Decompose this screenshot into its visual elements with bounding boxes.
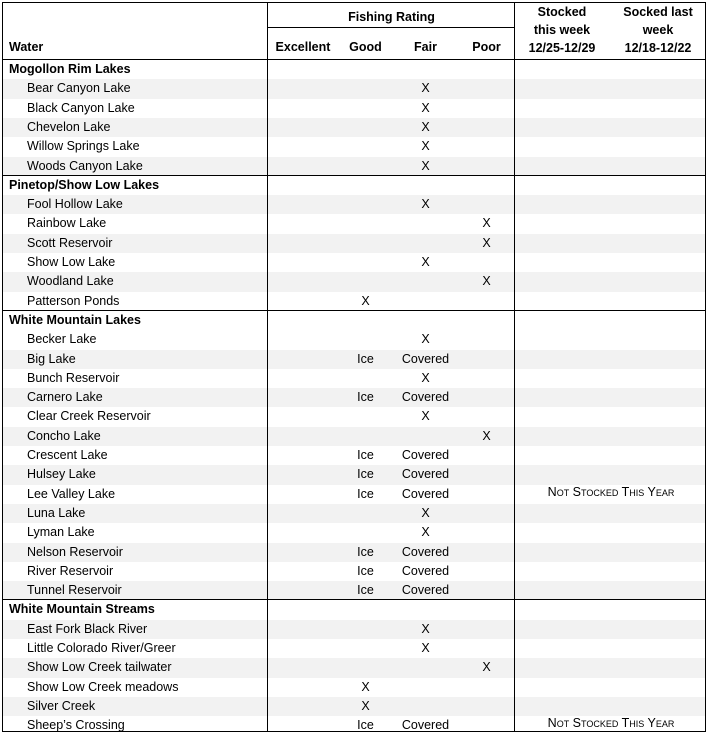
rating-poor (458, 195, 515, 214)
rating-good (338, 157, 393, 176)
header-socked-last-week-label: Socked last week (623, 5, 693, 37)
rating-poor (458, 369, 515, 388)
header-stocked-this-week-label: Stocked this week (533, 5, 591, 37)
rating-poor (458, 562, 515, 581)
rating-good: Ice (357, 563, 374, 578)
rating-poor (458, 292, 515, 311)
water-name: Show Low Creek meadows (27, 679, 179, 694)
header-poor: Poor (472, 40, 501, 54)
rating-good (338, 99, 393, 118)
rating-fair: Covered (401, 583, 450, 598)
rating-fair: X (421, 255, 430, 269)
header-socked-last-week (609, 3, 707, 57)
water-name: East Fork Black River (27, 621, 148, 636)
rating-poor: X (482, 235, 491, 250)
header-excellent: Excellent (275, 40, 331, 54)
rating-good: Ice (357, 544, 374, 559)
rating-fair: X (421, 158, 430, 173)
water-name: Show Low Lake (27, 255, 116, 269)
rating-good (338, 427, 393, 446)
rating-poor: X (482, 216, 491, 231)
rating-good: Ice (357, 718, 374, 733)
rating-good (338, 118, 393, 137)
rating-poor (458, 407, 515, 426)
stocked-note: Not Stocked This Year (547, 716, 675, 731)
rating-fair (393, 678, 458, 697)
water-name: Black Canyon Lake (27, 100, 135, 115)
rating-poor (458, 639, 515, 658)
rating-fair: Covered (401, 448, 450, 462)
water-name: Rainbow Lake (27, 216, 107, 231)
col-divider-water (267, 3, 268, 731)
water-name: Concho Lake (27, 428, 101, 443)
water-name: Crescent Lake (27, 448, 108, 462)
rating-fair: Covered (401, 390, 450, 405)
rating-fair (393, 658, 458, 677)
water-name: Bunch Reservoir (27, 370, 120, 385)
rating-poor (458, 581, 515, 600)
section-title: Mogollon Rim Lakes (9, 62, 131, 76)
water-name: Lee Valley Lake (27, 486, 116, 501)
rating-poor (458, 253, 515, 272)
rating-fair: X (421, 641, 430, 655)
rating-poor (458, 543, 515, 562)
water-name: Willow Springs Lake (27, 139, 140, 154)
rating-poor (458, 157, 515, 176)
rating-good: X (361, 293, 370, 308)
water-name: Big Lake (27, 351, 76, 366)
rating-poor (458, 118, 515, 137)
water-name: Fool Hollow Lake (27, 197, 123, 212)
header-stocked-this-week-dates: 12/25-12/29 (528, 41, 596, 55)
rating-fair: Covered (401, 467, 450, 482)
rating-fair: Covered (401, 718, 450, 733)
rating-fair: X (421, 119, 430, 134)
rating-fair: X (421, 525, 430, 540)
rating-good (338, 407, 393, 426)
rating-poor: X (482, 660, 491, 675)
rating-good: Ice (357, 583, 374, 598)
rating-fair (393, 214, 458, 233)
rating-fair (393, 697, 458, 716)
water-name: Woodland Lake (27, 274, 114, 289)
rating-good (338, 369, 393, 388)
water-name: River Reservoir (27, 563, 114, 578)
rating-good: Ice (357, 390, 374, 405)
rating-good (338, 79, 393, 98)
rating-fair (393, 292, 458, 311)
rating-good (338, 272, 393, 291)
water-name: Hulsey Lake (27, 467, 96, 482)
rating-good: Ice (357, 467, 374, 482)
rating-poor (458, 465, 515, 484)
rating-fair: Covered (401, 486, 450, 501)
rating-fair (393, 234, 458, 253)
water-name: Patterson Ponds (27, 293, 120, 308)
col-divider-rating (514, 3, 515, 731)
rating-good (338, 658, 393, 677)
rating-poor (458, 79, 515, 98)
rating-fair: Covered (401, 351, 450, 366)
header-fair: Fair (414, 40, 437, 54)
rating-poor: X (482, 428, 491, 443)
fishing-report-table (2, 2, 706, 732)
water-name: Lyman Lake (27, 525, 95, 540)
water-name: Carnero Lake (27, 390, 103, 405)
water-name: Little Colorado River/Greer (27, 641, 176, 655)
rating-good (338, 253, 393, 272)
rating-poor (458, 485, 515, 504)
rating-good (338, 214, 393, 233)
water-name: Chevelon Lake (27, 119, 111, 134)
header-good: Good (349, 40, 382, 54)
header-water: Water (9, 40, 44, 54)
rating-good (338, 620, 393, 639)
section-title: Pinetop/Show Low Lakes (9, 177, 160, 192)
rating-fair: Covered (401, 544, 450, 559)
rating-good (338, 639, 393, 658)
rating-fair: X (421, 332, 430, 347)
rating-poor (458, 350, 515, 369)
rating-poor (458, 99, 515, 118)
rating-poor: X (482, 274, 491, 289)
rating-poor (458, 620, 515, 639)
water-name: Bear Canyon Lake (27, 81, 131, 96)
stocked-note: Not Stocked This Year (547, 484, 675, 499)
header-divider (268, 27, 515, 28)
rating-poor (458, 523, 515, 542)
water-name: Woods Canyon Lake (27, 158, 143, 173)
water-name: Clear Creek Reservoir (27, 409, 151, 424)
water-name: Luna Lake (27, 505, 86, 520)
rating-fair: X (421, 81, 430, 96)
rating-good: Ice (357, 448, 374, 462)
header-fishing-rating: Fishing Rating (348, 10, 435, 24)
water-name: Sheep’s Crossing (27, 718, 125, 733)
rating-fair: X (421, 505, 430, 520)
rating-good (338, 523, 393, 542)
rating-fair: X (421, 100, 430, 115)
water-name: Nelson Reservoir (27, 544, 123, 559)
water-name: Show Low Creek tailwater (27, 660, 172, 675)
rating-poor (458, 388, 515, 407)
rating-fair: X (421, 370, 430, 385)
rating-good (338, 195, 393, 214)
rating-good: Ice (357, 486, 374, 501)
rating-good: X (361, 679, 370, 694)
rating-poor (458, 678, 515, 697)
rating-good (338, 234, 393, 253)
rating-poor (458, 697, 515, 716)
water-name: Silver Creek (27, 698, 96, 713)
rating-fair: Covered (401, 563, 450, 578)
rating-good: Ice (357, 351, 374, 366)
rating-poor (458, 137, 515, 156)
rating-fair: X (421, 409, 430, 424)
section-title: White Mountain Lakes (9, 312, 141, 327)
rating-fair (393, 427, 458, 446)
rating-good (338, 137, 393, 156)
rating-good: X (361, 698, 370, 713)
header-stocked-this-week (515, 3, 609, 57)
water-name: Tunnel Reservoir (27, 583, 122, 598)
rating-fair: X (421, 621, 430, 636)
rating-fair: X (421, 139, 430, 154)
rating-poor (458, 446, 515, 465)
section-title: White Mountain Streams (9, 602, 155, 617)
rating-fair: X (421, 197, 430, 212)
rating-poor (458, 716, 515, 735)
rating-fair (393, 272, 458, 291)
water-name: Becker Lake (27, 332, 97, 347)
water-name: Scott Reservoir (27, 235, 113, 250)
header-socked-last-week-dates: 12/18-12/22 (624, 41, 692, 55)
rating-poor (458, 504, 515, 523)
rating-poor (458, 330, 515, 349)
rating-good (338, 504, 393, 523)
rating-good (338, 330, 393, 349)
